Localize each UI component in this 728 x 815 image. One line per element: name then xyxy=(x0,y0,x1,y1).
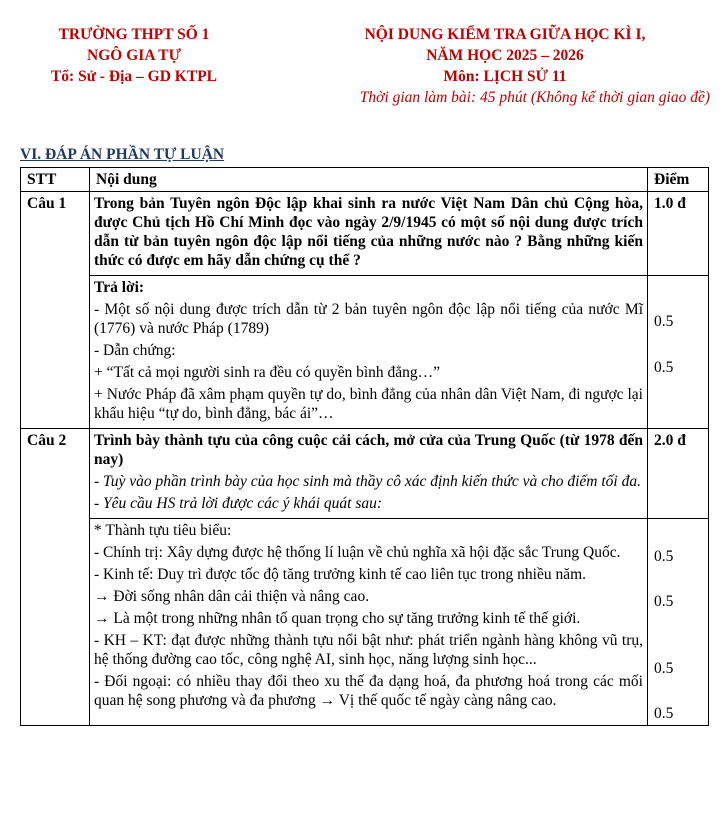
time-note: Thời gian làm bài: 45 phút (Không kể thời gian giao đề) xyxy=(359,89,710,106)
subject-name: Môn: LỊCH SỬ 11 xyxy=(443,68,567,85)
table-header-row xyxy=(21,168,709,192)
q1-question-cell xyxy=(90,192,648,276)
department-name: Tổ: Sử - Địa – GD KTPL xyxy=(50,68,218,85)
q2-note-2: - Yêu cầu HS trả lời được các ý khái quát sau: xyxy=(94,495,383,512)
header-content: Nội dung xyxy=(90,168,648,192)
school-year: NĂM HỌC 2025 – 2026 xyxy=(426,47,584,64)
exam-info xyxy=(300,24,710,108)
school-name-line1: TRƯỜNG THPT SỐ 1 xyxy=(58,26,210,43)
q2-answer-foreign: - Đối ngoại: có nhiều thay đổi theo xu thế đa dạng hoá, đa phương hoá trong các mối quan hệ song phương và đa phương → Vị thế quốc tế ngày càng nâng cao. xyxy=(94,673,643,709)
q2-stt: Câu 2 xyxy=(21,429,90,726)
q1-answer-1-score: 0.5 xyxy=(654,313,674,330)
q2-answer-politics: - Chính trị: Xây dựng được hệ thống lí luận về chủ nghĩa xã hội đặc sắc Trung Quốc. xyxy=(94,544,621,561)
q2-science-score: 0.5 xyxy=(654,660,674,677)
table-row-q1-question xyxy=(21,192,709,276)
q2-question-cell xyxy=(90,429,648,519)
table-row-q2-question xyxy=(21,429,709,519)
q2-total-score: 2.0 đ xyxy=(648,429,709,519)
q1-answer-2-score: 0.5 xyxy=(654,359,674,376)
q1-answer-3: + “Tất cả mọi người sinh ra đều có quyền bình đẳng…” xyxy=(94,364,441,381)
exam-title: NỘI DUNG KIỂM TRA GIỮA HỌC KÌ I, xyxy=(364,26,646,43)
q2-note-1: - Tuỳ vào phần trình bày của học sinh mà thầy cô xác định kiến thức và cho điểm tối đa. xyxy=(94,473,641,490)
q2-answer-heading: * Thành tựu tiêu biểu: xyxy=(94,522,232,539)
q2-answer-scores xyxy=(648,519,709,726)
q1-question: Trong bản Tuyên ngôn Độc lập khai sinh ra nước Việt Nam Dân chủ Cộng hòa, được Chủ tịch Hồ Chí Minh đọc vào ngày 2/9/1945 có một số nội dung được trích dẫn từ bản tuyên ngôn độc lập nổi tiếng của những nước nào ? Bằng những kiến thức có được em hãy dẫn chứng cụ thể ? xyxy=(94,195,643,269)
q2-question: Trình bày thành tựu của công cuộc cải cách, mở cửa của Trung Quốc (từ 1978 đến nay) xyxy=(94,432,643,468)
table-row-q2-answer xyxy=(21,519,709,726)
q1-answer-1: - Một số nội dung được trích dẫn từ 2 bản tuyên ngôn độc lập nổi tiếng của nước Mĩ (1776) và nước Pháp (1789) xyxy=(94,301,643,337)
school-info xyxy=(24,24,244,87)
q2-politics-score: 0.5 xyxy=(654,548,674,565)
q1-total-score: 1.0 đ xyxy=(648,192,709,276)
table-row-q1-answer xyxy=(21,276,709,429)
q2-economy-score: 0.5 xyxy=(654,593,674,610)
q2-answer-world-growth: → Là một trong những nhân tố quan trọng cho sự tăng trưởng kinh tế thế giới. xyxy=(94,610,581,627)
q1-stt: Câu 1 xyxy=(21,192,90,429)
q1-answer-scores xyxy=(648,276,709,429)
section-title: VI. ĐÁP ÁN PHẦN TỰ LUẬN xyxy=(20,146,225,163)
header-score: Điểm xyxy=(648,168,709,192)
q1-answer-4: + Nước Pháp đã xâm phạm quyền tự do, bình đẳng của nhân dân Việt Nam, đi ngược lại khẩu hiệu “tự do, bình đẳng, bác ái”… xyxy=(94,386,643,422)
q2-foreign-score: 0.5 xyxy=(654,705,674,722)
q1-answer-cell xyxy=(90,276,648,429)
q2-answer-science: - KH – KT: đạt được những thành tựu nổi bật như: phát triển ngành hàng không vũ trụ, hệ thống đường cao tốc, công nghệ AI, sinh học, năng lượng sinh học... xyxy=(94,632,643,668)
q2-answer-living: → Đời sống nhân dân cải thiện và nâng cao. xyxy=(94,588,370,605)
q2-answer-economy: - Kinh tế: Duy trì được tốc độ tăng trưởng kinh tế cao liên tục trong nhiều năm. xyxy=(94,566,587,583)
q2-answer-cell xyxy=(90,519,648,726)
answer-table xyxy=(20,167,709,726)
q1-answer-label: Trả lời: xyxy=(94,279,145,296)
header-stt: STT xyxy=(21,168,90,192)
q1-answer-2: - Dẫn chứng: xyxy=(94,342,176,359)
school-name-line2: NGÔ GIA TỰ xyxy=(87,47,181,64)
